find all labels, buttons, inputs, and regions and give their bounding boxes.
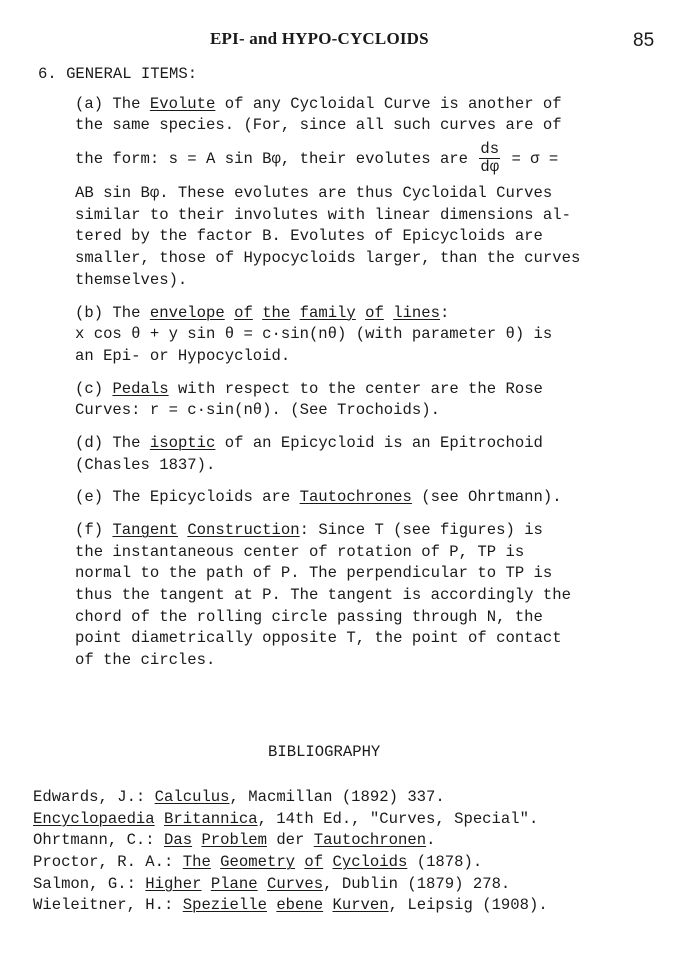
bibliography-list [33, 787, 548, 917]
item-f: (f) Tangent Construction: Since T (see figures) is the instantaneous center of rotation of P, TP is normal to the path of P. The perpendicular to TP is thus the tangent at P. The tangent is accordingly the chord of the rolling circle passing through N, the point diametrically opposite T, the point of contact of the circles. [75, 521, 571, 670]
bibliography-heading: BIBLIOGRAPHY [268, 743, 381, 761]
bib-entry-wieleitner: Wieleitner, H.: Spezielle ebene Kurven, Leipsig (1908). [33, 896, 548, 915]
bib-entry-ohrtmann: Ohrtmann, C.: Das Problem der Tautochronen. [33, 831, 436, 850]
item-b: (b) The envelope of the family of lines: x cos θ + y sin θ = c·sin(nθ) (with parameter θ) is an Epi- or Hypocycloid. [75, 303, 553, 365]
bib-entry-salmon: Salmon, G.: Higher Plane Curves, Dublin (1879) 278. [33, 874, 511, 893]
item-c: (c) Pedals with respect to the center are the Rose Curves: r = c·sin(nθ). (See Trochoids). [75, 379, 543, 420]
item-a: (a) The Evolute of any Cycloidal Curve is another of the same species. (For, since all such curves are of the form: s = A sin Bφ, their evolutes are $\frac{ds}{d\varphi}$ = σ = AB sin Bφ. These evolutes are thus Cycloidal Curves similar to their involutes with linear dimensions al- tered by the factor B. Evolutes of Epicycloids are smaller, those of Hypocycloids larger, than the curves themselves). [75, 94, 581, 289]
term-pedals: Pedals [112, 379, 169, 398]
page-header-title: EPI- and HYPO-CYCLOIDS [210, 29, 429, 48]
section-heading: 6. GENERAL ITEMS: [38, 65, 198, 83]
item-d: (d) The isoptic of an Epicycloid is an Epitrochoid (Chasles 1837). [75, 433, 543, 474]
fraction-ds-dphi: $\frac{ds}{d\varphi}$ [480, 139, 500, 176]
term-tautochrones: Tautochrones [299, 488, 412, 507]
bib-entry-edwards: Edwards, J.: Calculus, Macmillan (1892) 337. [33, 788, 445, 806]
general-items-section [38, 64, 580, 672]
bib-entry-britannica: Encyclopaedia Britannica, 14th Ed., "Curves, Special". [33, 809, 539, 828]
page-number: 85 [633, 30, 655, 51]
item-e: (e) The Epicycloids are Tautochrones (see Ohrtmann). [75, 488, 562, 507]
bib-entry-proctor: Proctor, R. A.: The Geometry of Cycloids (1878). [33, 853, 483, 872]
term-evolute: Evolute [149, 94, 216, 113]
evolute-formula-line: the form: s = A sin Bφ, their evolutes are $\frac{ds}{d\varphi}$ = σ = [75, 139, 559, 176]
term-isoptic: isoptic [149, 433, 216, 452]
